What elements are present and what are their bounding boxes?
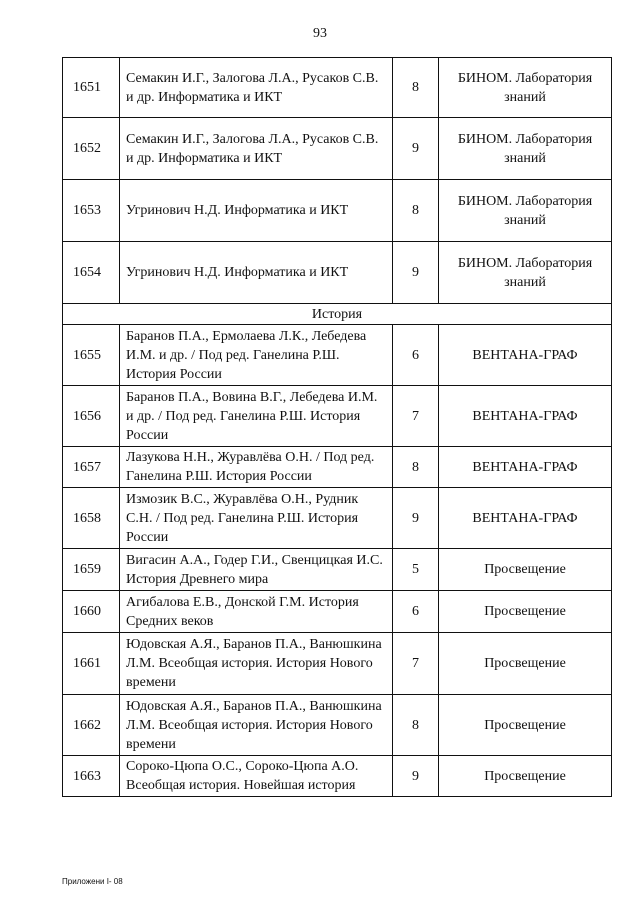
table-row [63, 488, 612, 549]
table-row [63, 633, 612, 695]
textbook-table [62, 57, 612, 797]
grade: 9 [393, 118, 439, 180]
grade: 8 [393, 695, 439, 756]
book-title: Угринович Н.Д. Информатика и ИКТ [120, 180, 393, 242]
publisher: ВЕНТАНА-ГРАФ [439, 325, 612, 386]
table-row [63, 180, 612, 242]
book-title: Угринович Н.Д. Информатика и ИКТ [120, 242, 393, 304]
book-title: Агибалова Е.В., Донской Г.М. История Средних веков [120, 591, 393, 633]
publisher: БИНОМ. Лаборатория знаний [439, 242, 612, 304]
book-title: Баранов П.А., Ермолаева Л.К., Лебедева И.М. и др. / Под ред. Ганелина Р.Ш. История России [120, 325, 393, 386]
publisher: Просвещение [439, 633, 612, 695]
publisher: БИНОМ. Лаборатория знаний [439, 180, 612, 242]
page-number: 93 [313, 26, 327, 41]
publisher: Просвещение [439, 591, 612, 633]
publisher: БИНОМ. Лаборатория знаний [439, 58, 612, 118]
row-number: 1658 [63, 488, 120, 549]
row-number: 1662 [63, 695, 120, 756]
book-title: Юдовская А.Я., Баранов П.А., Ванюшкина Л.М. Всеобщая история. История Нового времени [120, 695, 393, 756]
row-number: 1659 [63, 549, 120, 591]
publisher: Просвещение [439, 695, 612, 756]
book-title: Семакин И.Г., Залогова Л.А., Русаков С.В. и др. Информатика и ИКТ [120, 118, 393, 180]
publisher: ВЕНТАНА-ГРАФ [439, 488, 612, 549]
grade: 6 [393, 591, 439, 633]
row-number: 1656 [63, 386, 120, 447]
book-title: Юдовская А.Я., Баранов П.А., Ванюшкина Л.М. Всеобщая история. История Нового времени [120, 633, 393, 695]
book-title: Лазукова Н.Н., Журавлёва О.Н. / Под ред. Ганелина Р.Ш. История России [120, 447, 393, 488]
table-row [63, 447, 612, 488]
table-row [63, 591, 612, 633]
publisher: Просвещение [439, 756, 612, 797]
row-number: 1652 [63, 118, 120, 180]
table-row [63, 549, 612, 591]
book-title: Семакин И.Г., Залогова Л.А., Русаков С.В. и др. Информатика и ИКТ [120, 58, 393, 118]
publisher: Просвещение [439, 549, 612, 591]
book-title: Баранов П.А., Вовина В.Г., Лебедева И.М. и др. / Под ред. Ганелина Р.Ш. История России [120, 386, 393, 447]
book-title: Измозик В.С., Журавлёва О.Н., Рудник С.Н. / Под ред. Ганелина Р.Ш. История России [120, 488, 393, 549]
row-number: 1654 [63, 242, 120, 304]
grade: 6 [393, 325, 439, 386]
grade: 7 [393, 633, 439, 695]
grade: 7 [393, 386, 439, 447]
grade: 9 [393, 756, 439, 797]
page-footer: Приложени I- 08 [62, 877, 123, 886]
grade: 9 [393, 488, 439, 549]
row-number: 1657 [63, 447, 120, 488]
row-number: 1651 [63, 58, 120, 118]
grade: 8 [393, 180, 439, 242]
grade: 9 [393, 242, 439, 304]
row-number: 1653 [63, 180, 120, 242]
book-title: Вигасин А.А., Годер Г.И., Свенцицкая И.С. История Древнего мира [120, 549, 393, 591]
table-row [63, 325, 612, 386]
table-row [63, 695, 612, 756]
section-heading: История [63, 304, 612, 325]
grade: 5 [393, 549, 439, 591]
section-row [63, 304, 612, 325]
table-row [63, 118, 612, 180]
row-number: 1661 [63, 633, 120, 695]
table-row [63, 386, 612, 447]
row-number: 1663 [63, 756, 120, 797]
table-row [63, 756, 612, 797]
publisher: ВЕНТАНА-ГРАФ [439, 386, 612, 447]
row-number: 1660 [63, 591, 120, 633]
publisher: БИНОМ. Лаборатория знаний [439, 118, 612, 180]
table-row [63, 58, 612, 118]
row-number: 1655 [63, 325, 120, 386]
book-title: Сороко-Цюпа О.С., Сороко-Цюпа А.О. Всеобщая история. Новейшая история [120, 756, 393, 797]
grade: 8 [393, 447, 439, 488]
grade: 8 [393, 58, 439, 118]
publisher: ВЕНТАНА-ГРАФ [439, 447, 612, 488]
table-row [63, 242, 612, 304]
